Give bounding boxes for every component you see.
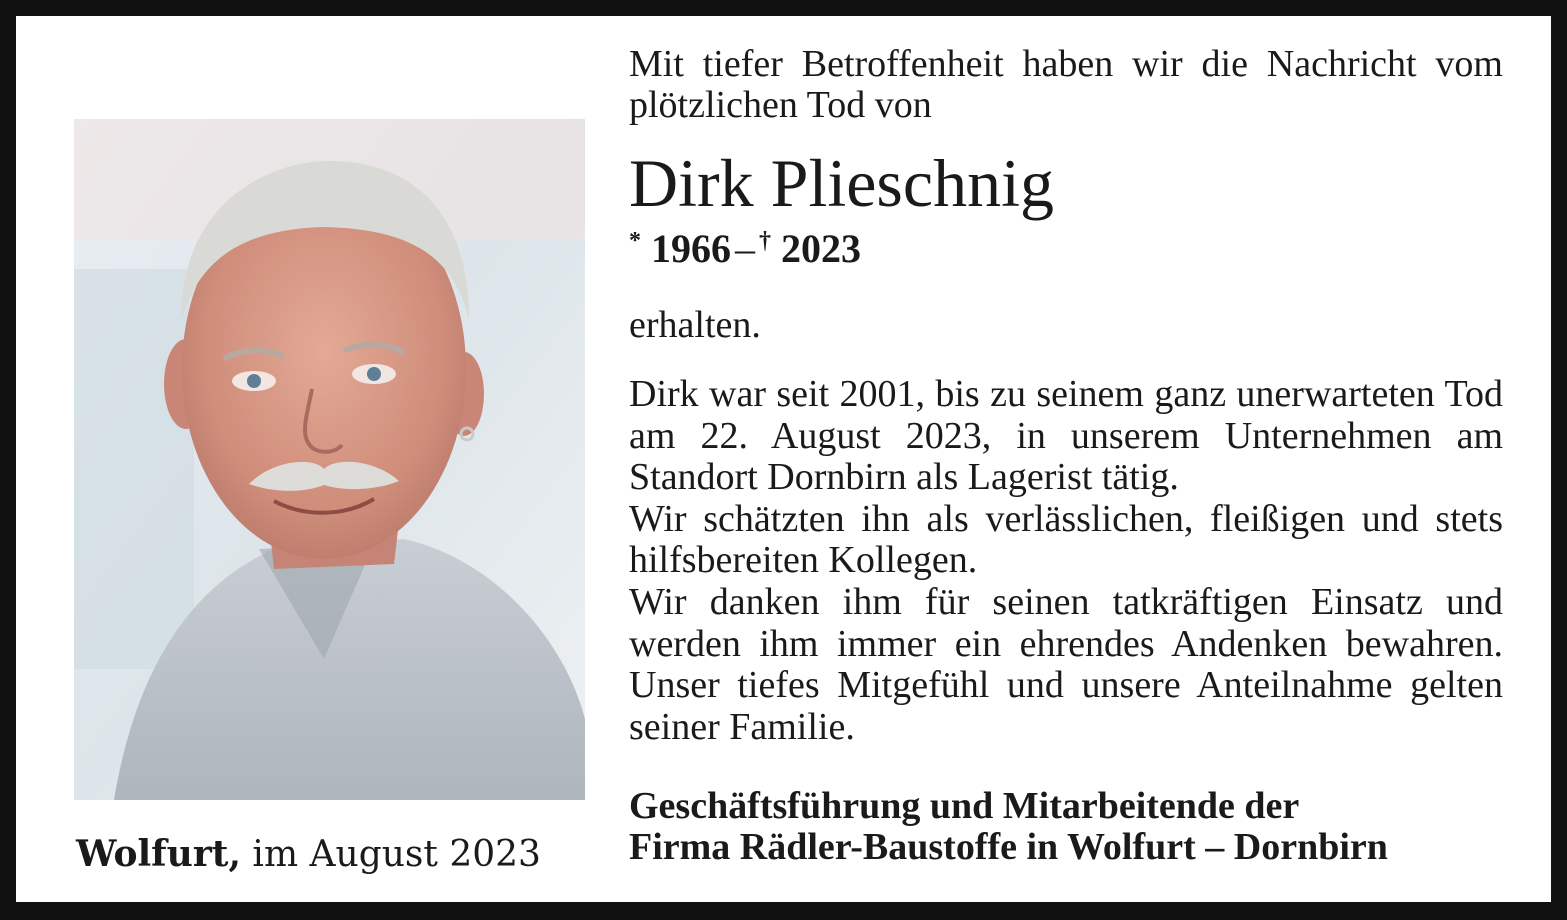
received-text: erhalten. bbox=[629, 304, 761, 346]
dates-separator: – bbox=[735, 226, 755, 271]
caption-date: im August 2023 bbox=[240, 834, 541, 875]
intro-text: Mit tiefer Betroffenheit haben wir die Nachricht vom plötzlichen Tod von bbox=[629, 43, 1503, 126]
signature bbox=[629, 786, 1503, 868]
death-year: 2023 bbox=[781, 226, 861, 271]
paragraph-gratitude: Wir danken ihm für seinen tatkräftigen Einsatz und werden ihm immer ein ehrendes Andenken bewahren. Unser tiefes Mitgefühl und unsere Anteilnahme gelten seiner Familie. bbox=[629, 580, 1503, 748]
caption-place: Wolfurt, bbox=[76, 833, 241, 875]
paragraph-appreciation: Wir schätzten ihn als verlässlichen, fleißigen und stets hilfsbereiten Kollegen. bbox=[629, 497, 1503, 582]
obituary-text-column bbox=[629, 44, 1503, 868]
death-symbol: † bbox=[759, 228, 771, 254]
deceased-name: Dirk Plieschnig bbox=[629, 145, 1054, 221]
life-dates bbox=[629, 219, 1503, 271]
signature-line-1: Geschäftsführung und Mitarbeitende der bbox=[629, 785, 1300, 828]
portrait-photo bbox=[74, 119, 585, 800]
birth-symbol: * bbox=[629, 228, 641, 254]
paragraph-employment: Dirk war seit 2001, bis zu seinem ganz unerwarteten Tod am 22. August 2023, in unserem Unternehmen am Standort Dornbirn als Lagerist tätig. bbox=[629, 373, 1503, 499]
place-date-caption bbox=[76, 832, 541, 877]
birth-year: 1966 bbox=[651, 226, 731, 271]
signature-line-2: Firma Rädler-Baustoffe in Wolfurt – Dornbirn bbox=[629, 826, 1388, 869]
body-text bbox=[629, 374, 1503, 748]
